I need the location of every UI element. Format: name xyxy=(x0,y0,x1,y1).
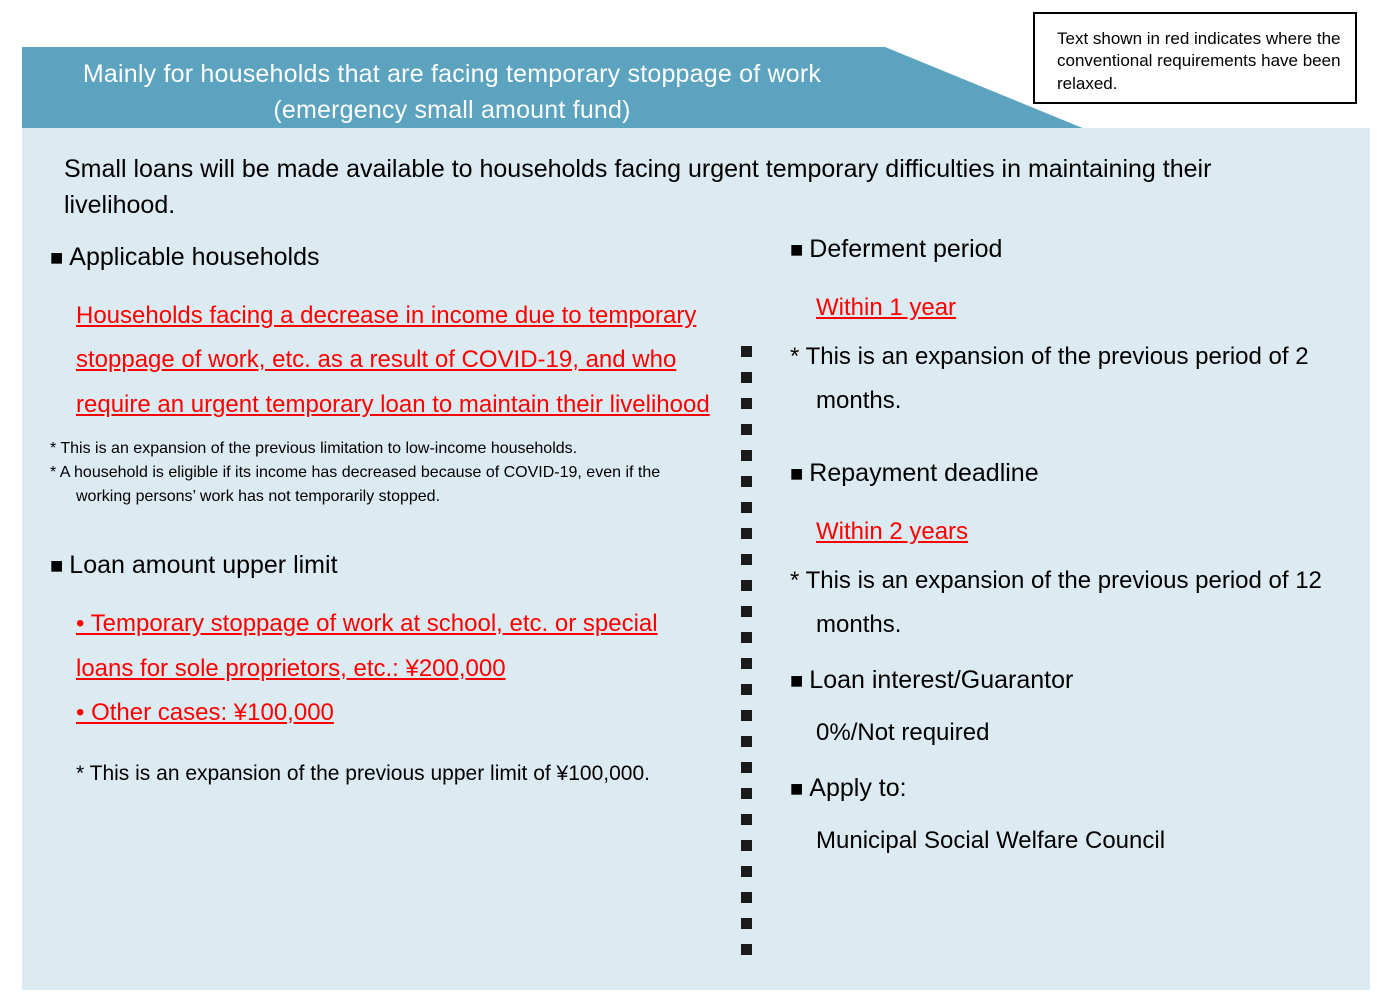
divider-dot xyxy=(741,528,752,539)
loan-amount-item-2: • Other cases: ¥100,000 xyxy=(76,699,334,727)
divider-dot xyxy=(741,398,752,409)
deferment-period-note-line1: * This is an expansion of the previous period of 2 xyxy=(790,343,1309,371)
deferment-period-heading-label: Deferment period xyxy=(809,235,1003,263)
applicable-households-note-3: working persons’ work has not temporarily stopped. xyxy=(76,488,441,506)
intro-text: Small loans will be made available to households facing urgent temporary difficulties in maintaining their livelihood. xyxy=(64,155,1212,219)
apply-to-heading-label: Apply to: xyxy=(809,773,907,802)
divider-dot xyxy=(741,762,752,773)
applicable-households-heading xyxy=(50,241,710,274)
loan-interest-heading xyxy=(790,664,1330,697)
left-column xyxy=(50,241,710,790)
repayment-deadline-heading-label: Repayment deadline xyxy=(809,459,1039,488)
dotted-divider xyxy=(741,346,753,986)
divider-dot xyxy=(741,606,752,617)
apply-to-value: Municipal Social Welfare Council xyxy=(816,827,1166,855)
applicable-households-note-1: * This is an expansion of the previous limitation to low-income households. xyxy=(50,440,578,458)
divider-dot xyxy=(741,372,752,383)
divider-dot xyxy=(741,944,752,955)
banner-title-line2: (emergency small amount fund) xyxy=(273,95,631,124)
loan-amount-heading xyxy=(50,549,710,582)
divider-dot xyxy=(741,450,752,461)
square-bullet-icon: ■ xyxy=(790,237,804,262)
banner-title xyxy=(22,57,882,128)
content-panel xyxy=(22,128,1370,990)
divider-dot xyxy=(741,840,752,851)
divider-dot xyxy=(741,632,752,643)
apply-to-heading xyxy=(790,772,1330,805)
divider-dot xyxy=(741,866,752,877)
repayment-deadline-heading xyxy=(790,457,1330,490)
divider-dot xyxy=(741,892,752,903)
divider-dot xyxy=(741,580,752,591)
loan-amount-heading-label: Loan amount upper limit xyxy=(69,551,338,580)
loan-amount-note: * This is an expansion of the previous upper limit of ¥100,000. xyxy=(76,761,650,785)
applicable-households-heading-label: Applicable households xyxy=(69,243,320,271)
divider-dot xyxy=(741,814,752,825)
square-bullet-icon: ■ xyxy=(50,553,64,579)
banner-title-line1: Mainly for households that are facing temporary stoppage of work xyxy=(82,60,822,88)
divider-dot xyxy=(741,502,752,513)
divider-dot xyxy=(741,918,752,929)
header-banner xyxy=(22,47,1085,135)
repayment-deadline-note-line2: months. xyxy=(816,611,902,639)
divider-dot xyxy=(741,736,752,747)
loan-interest-value: 0%/Not required xyxy=(816,719,990,747)
deferment-period-heading xyxy=(790,233,1330,266)
deferment-period-note-line2: months. xyxy=(816,386,902,414)
divider-dot xyxy=(741,554,752,565)
deferment-period-value: Within 1 year xyxy=(816,293,957,321)
legend-text: Text shown in red indicates where the conventional requirements have been relaxed. xyxy=(1057,29,1341,93)
repayment-deadline-value: Within 2 years xyxy=(816,517,969,545)
divider-dot xyxy=(741,710,752,721)
loan-interest-heading-label: Loan interest/Guarantor xyxy=(809,665,1074,694)
square-bullet-icon: ■ xyxy=(50,245,64,270)
square-bullet-icon: ■ xyxy=(790,461,804,487)
divider-dot xyxy=(741,658,752,669)
square-bullet-icon: ■ xyxy=(790,775,804,801)
applicable-households-note-2: * A household is eligible if its income has decreased because of COVID-19, even if the xyxy=(50,464,661,482)
divider-dot xyxy=(741,346,752,357)
divider-dot xyxy=(741,684,752,695)
right-column xyxy=(790,233,1330,858)
divider-dot xyxy=(741,424,752,435)
divider-dot xyxy=(741,476,752,487)
square-bullet-icon: ■ xyxy=(790,667,804,693)
loan-amount-item-1: • Temporary stoppage of work at school, etc. or special loans for sole proprietors, etc.: ¥200,000 xyxy=(76,609,658,682)
divider-dot xyxy=(741,788,752,799)
repayment-deadline-note-line1: * This is an expansion of the previous period of 12 xyxy=(790,567,1322,595)
applicable-households-red-text: Households facing a decrease in income due to temporary stoppage of work, etc. as a result of COVID-19, and who require an urgent temporary loan to maintain their livelihood xyxy=(76,301,710,418)
